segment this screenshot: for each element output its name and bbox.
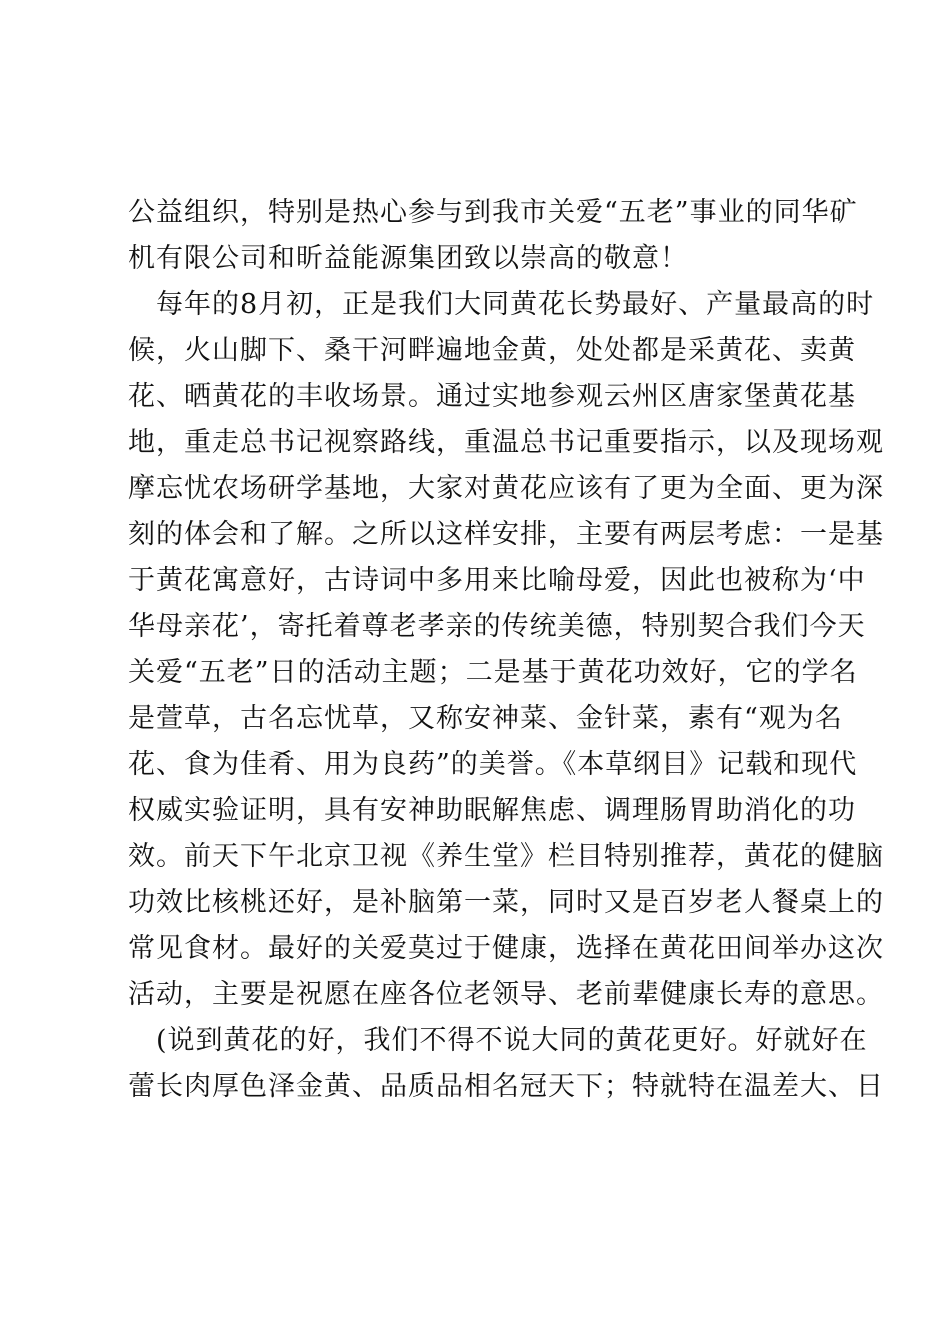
- text-line: 是萱草，古名忘忧草，又称安神菜、金针菜，素有“观为名: [128, 703, 843, 734]
- text-line: 权威实验证明，具有安神助眠解焦虑、调理肠胃助消化的功: [128, 795, 856, 826]
- text-line: 花、晒黄花的丰收场景。通过实地参观云州区唐家堡黄花基: [128, 381, 856, 412]
- text-line: 华母亲花’，寄托着尊老孝亲的传统美德，特别契合我们今天: [128, 611, 866, 642]
- text-line: 蕾长肉厚色泽金黄、品质品相名冠天下；特就特在温差大、日: [128, 1071, 884, 1102]
- text-line: 活动，主要是祝愿在座各位老领导、老前辈健康长寿的意思。: [128, 979, 884, 1010]
- text-line: 常见食材。最好的关爱莫过于健康，选择在黄花田间举办这次: [128, 933, 884, 964]
- text-line: 效。前天下午北京卫视《养生堂》栏目特别推荐，黄花的健脑: [128, 841, 884, 872]
- text-line: 花、食为佳肴、用为良药”的美誉。《本草纲目》记载和现代: [128, 749, 858, 780]
- text-line: (说到黄花的好，我们不得不说大同的黄花更好。好就好在: [128, 1025, 868, 1056]
- text-line: 每年的8月初，正是我们大同黄花长势最好、产量最高的时: [128, 289, 875, 320]
- text-line: 于黄花寓意好，古诗词中多用来比喻母爱，因此也被称为‘中: [128, 565, 866, 596]
- text-line: 候，火山脚下、桑干河畔遍地金黄，处处都是采黄花、卖黄: [128, 335, 856, 366]
- text-line: 关爱“五老”日的活动主题；二是基于黄花功效好，它的学名: [128, 657, 858, 688]
- text-line: 功效比核桃还好，是补脑第一菜，同时又是百岁老人餐桌上的: [128, 887, 884, 918]
- body-text: [128, 190, 884, 1110]
- text-line: 地，重走总书记视察路线，重温总书记重要指示，以及现场观: [128, 427, 884, 458]
- text-line: 刻的体会和了解。之所以这样安排，主要有两层考虑：一是基: [128, 519, 884, 550]
- text-line: 机有限公司和昕益能源集团致以崇高的敬意！: [128, 243, 688, 274]
- text-line: 公益组织，特别是热心参与到我市关爱“五老”事业的同华矿: [128, 197, 858, 228]
- text-line: 摩忘忧农场研学基地，大家对黄花应该有了更为全面、更为深: [128, 473, 884, 504]
